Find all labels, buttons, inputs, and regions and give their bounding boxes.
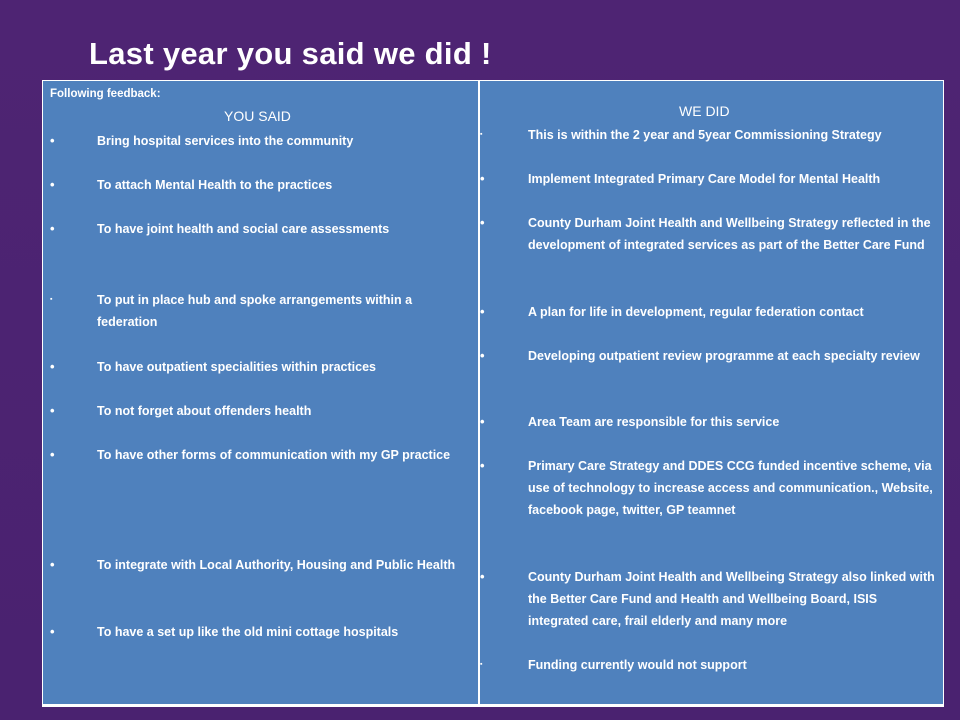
you-said-heading: YOU SAID <box>224 108 291 124</box>
bullet-icon: • <box>480 304 485 319</box>
bullet-icon: • <box>480 215 485 230</box>
bullet-icon: • <box>480 569 485 584</box>
you-said-item: To not forget about offenders health <box>97 404 312 418</box>
you-said-column <box>43 81 483 704</box>
bullet-icon: • <box>480 348 485 363</box>
we-did-heading: WE DID <box>679 103 730 119</box>
we-did-item: Area Team are responsible for this service <box>528 415 780 429</box>
you-said-item: To integrate with Local Authority, Housing and Public Health <box>97 558 456 572</box>
we-did-item: Implement Integrated Primary Care Model for Mental Health <box>528 172 881 186</box>
you-said-item: To put in place hub and spoke arrangements within a federation <box>97 293 413 329</box>
we-did-item: Funding currently would not support <box>528 658 747 672</box>
following-feedback-label: Following feedback: <box>50 88 161 100</box>
square-bullet-icon: ▪ <box>480 661 483 668</box>
bullet-icon: • <box>50 447 55 462</box>
we-did-item: This is within the 2 year and 5year Commissioning Strategy <box>528 128 882 142</box>
bullet-icon: • <box>50 359 55 374</box>
bullet-icon: • <box>50 133 55 148</box>
you-said-item: To have joint health and social care assessments <box>97 222 390 236</box>
you-said-item: To attach Mental Health to the practices <box>97 178 333 192</box>
we-did-item: County Durham Joint Health and Wellbeing Strategy also linked with the Better Care Fund and Health and Wellbeing Board, ISIS integrated care, frail elderly and many more <box>528 570 935 628</box>
bullet-icon: • <box>50 177 55 192</box>
you-said-item: To have a set up like the old mini cottage hospitals <box>97 625 399 639</box>
we-did-item: County Durham Joint Health and Wellbeing Strategy reflected in the development of integrated services as part of the Better Care Fund <box>528 216 931 252</box>
you-said-item: To have other forms of communication with my GP practice <box>97 448 451 462</box>
square-bullet-icon: ▪ <box>50 296 53 303</box>
we-did-column <box>480 81 943 704</box>
slide-title: Last year you said we did ! <box>89 36 492 71</box>
we-did-item: Developing outpatient review programme at each specialty review <box>528 349 920 363</box>
you-said-item: To have outpatient specialities within practices <box>97 360 377 374</box>
bullet-icon: • <box>480 414 485 429</box>
bullet-icon: • <box>480 171 485 186</box>
feedback-table <box>42 80 944 707</box>
we-did-item: A plan for life in development, regular federation contact <box>528 305 864 319</box>
bullet-icon: • <box>50 403 55 418</box>
bullet-icon: • <box>50 557 55 572</box>
we-did-item: Primary Care Strategy and DDES CCG funded incentive scheme, via use of technology to increase access and communication., Website, facebook page, twitter, GP teamnet <box>528 459 933 517</box>
you-said-item: Bring hospital services into the community <box>97 134 354 148</box>
square-bullet-icon: ▪ <box>480 131 483 138</box>
bullet-icon: • <box>480 458 485 473</box>
bullet-icon: • <box>50 221 55 236</box>
bullet-icon: • <box>50 624 55 639</box>
